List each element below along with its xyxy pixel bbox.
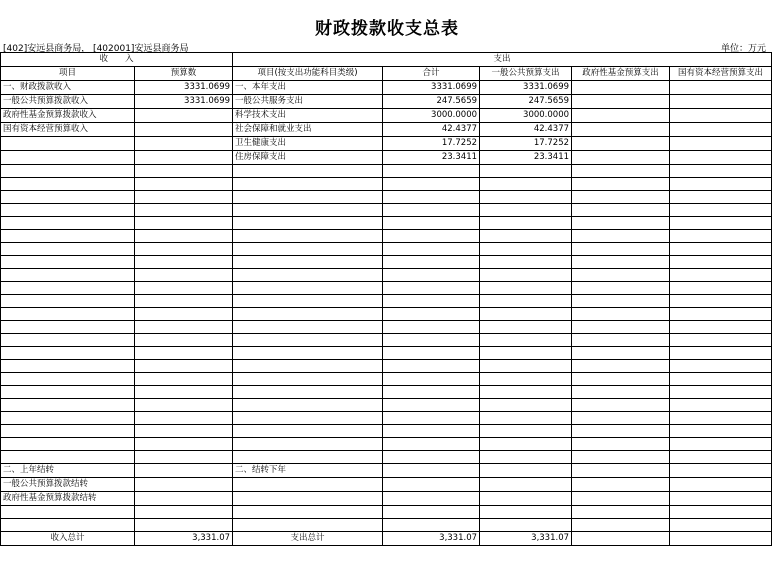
column-header-row	[1, 67, 772, 81]
next-general	[480, 464, 572, 478]
table-row	[1, 137, 772, 151]
blank-row	[1, 178, 772, 191]
blank-row	[1, 165, 772, 178]
income-item: 国有资本经营预算收入	[1, 123, 135, 137]
expense-item: 社会保障和就业支出	[233, 123, 383, 137]
blank-row	[1, 282, 772, 295]
blank-row	[1, 256, 772, 269]
income-total-value: 3,331.07	[135, 532, 233, 546]
blank-row	[1, 191, 772, 204]
prev-fund-label: 政府性基金预算拨款结转	[1, 492, 135, 506]
total-value: 17.7252	[383, 137, 480, 151]
general-value: 247.5659	[480, 95, 572, 109]
general-value: 3000.0000	[480, 109, 572, 123]
state-value	[670, 151, 772, 165]
next-fund	[572, 464, 670, 478]
prev-general-label: 一般公共预算拨款结转	[1, 478, 135, 492]
table-row	[1, 81, 772, 95]
col-budget: 预算数	[135, 67, 233, 81]
income-value: 3331.0699	[135, 81, 233, 95]
expense-item: 一、本年支出	[233, 81, 383, 95]
table-row	[1, 123, 772, 137]
blank-row	[1, 321, 772, 334]
expense-total-label: 支出总计	[233, 532, 383, 546]
income-item	[1, 151, 135, 165]
section-header-row	[1, 53, 772, 67]
income-value	[135, 123, 233, 137]
expense-item: 科学技术支出	[233, 109, 383, 123]
expense-header: 支出	[233, 53, 772, 67]
prev-year-value	[135, 464, 233, 478]
carry-row	[1, 492, 772, 506]
blank-row	[1, 373, 772, 386]
prev-general-value	[135, 478, 233, 492]
income-total-label: 收入总计	[1, 532, 135, 546]
blank-row	[1, 230, 772, 243]
next-total	[383, 464, 480, 478]
income-item: 一般公共预算拨款收入	[1, 95, 135, 109]
unit-label: 单位：万元	[720, 44, 766, 54]
fund-value	[572, 109, 670, 123]
finance-table	[0, 52, 772, 546]
prev-year-title: 二、上年结转	[1, 464, 135, 478]
col-total: 合计	[383, 67, 480, 81]
table-row	[1, 506, 772, 519]
state-value	[670, 137, 772, 151]
state-total-value	[670, 532, 772, 546]
total-value: 247.5659	[383, 95, 480, 109]
col-state: 国有资本经营预算支出	[670, 67, 772, 81]
expense-item: 一般公共服务支出	[233, 95, 383, 109]
income-item: 政府性基金预算拨款收入	[1, 109, 135, 123]
income-value	[135, 109, 233, 123]
income-value	[135, 151, 233, 165]
general-total-value: 3,331.07	[480, 532, 572, 546]
general-value: 17.7252	[480, 137, 572, 151]
blank-row	[1, 451, 772, 464]
blank-row	[1, 438, 772, 451]
fund-value	[572, 137, 670, 151]
fund-value	[572, 151, 670, 165]
state-value	[670, 81, 772, 95]
col-exp-item: 项目(按支出功能科目类级)	[233, 67, 383, 81]
organization-label: [402]安远县商务局， [402001]安远县商务局	[3, 44, 189, 54]
carry-row	[1, 464, 772, 478]
fund-value	[572, 81, 670, 95]
next-state	[670, 464, 772, 478]
blank-row	[1, 204, 772, 217]
table-row	[1, 95, 772, 109]
general-value: 3331.0699	[480, 81, 572, 95]
blank-row	[1, 269, 772, 282]
total-value: 23.3411	[383, 151, 480, 165]
table-row	[1, 151, 772, 165]
blank-row	[1, 308, 772, 321]
expense-total-value: 3,331.07	[383, 532, 480, 546]
blank-row	[1, 386, 772, 399]
fund-total-value	[572, 532, 670, 546]
state-value	[670, 109, 772, 123]
income-item	[1, 137, 135, 151]
totals-row	[1, 532, 772, 546]
table-row	[1, 519, 772, 532]
general-value: 42.4377	[480, 123, 572, 137]
blank-row	[1, 347, 772, 360]
col-general: 一般公共预算支出	[480, 67, 572, 81]
total-value: 3000.0000	[383, 109, 480, 123]
income-header: 收 入	[1, 53, 233, 67]
table-row	[1, 109, 772, 123]
income-item: 一、财政拨款收入	[1, 81, 135, 95]
fund-value	[572, 95, 670, 109]
report-title: 财政拨款收支总表	[315, 19, 459, 39]
blank-row	[1, 425, 772, 438]
blank-row	[1, 399, 772, 412]
blank-row	[1, 243, 772, 256]
col-item: 项目	[1, 67, 135, 81]
income-value	[135, 137, 233, 151]
next-year-title: 二、结转下年	[233, 464, 383, 478]
blank-row	[1, 217, 772, 230]
fund-value	[572, 123, 670, 137]
general-value: 23.3411	[480, 151, 572, 165]
prev-fund-value	[135, 492, 233, 506]
blank-row	[1, 360, 772, 373]
state-value	[670, 123, 772, 137]
expense-item: 卫生健康支出	[233, 137, 383, 151]
carry-row	[1, 478, 772, 492]
total-value: 3331.0699	[383, 81, 480, 95]
blank-row	[1, 334, 772, 347]
blank-row	[1, 412, 772, 425]
total-value: 42.4377	[383, 123, 480, 137]
income-value: 3331.0699	[135, 95, 233, 109]
col-fund: 政府性基金预算支出	[572, 67, 670, 81]
state-value	[670, 95, 772, 109]
expense-item: 住房保障支出	[233, 151, 383, 165]
blank-row	[1, 295, 772, 308]
